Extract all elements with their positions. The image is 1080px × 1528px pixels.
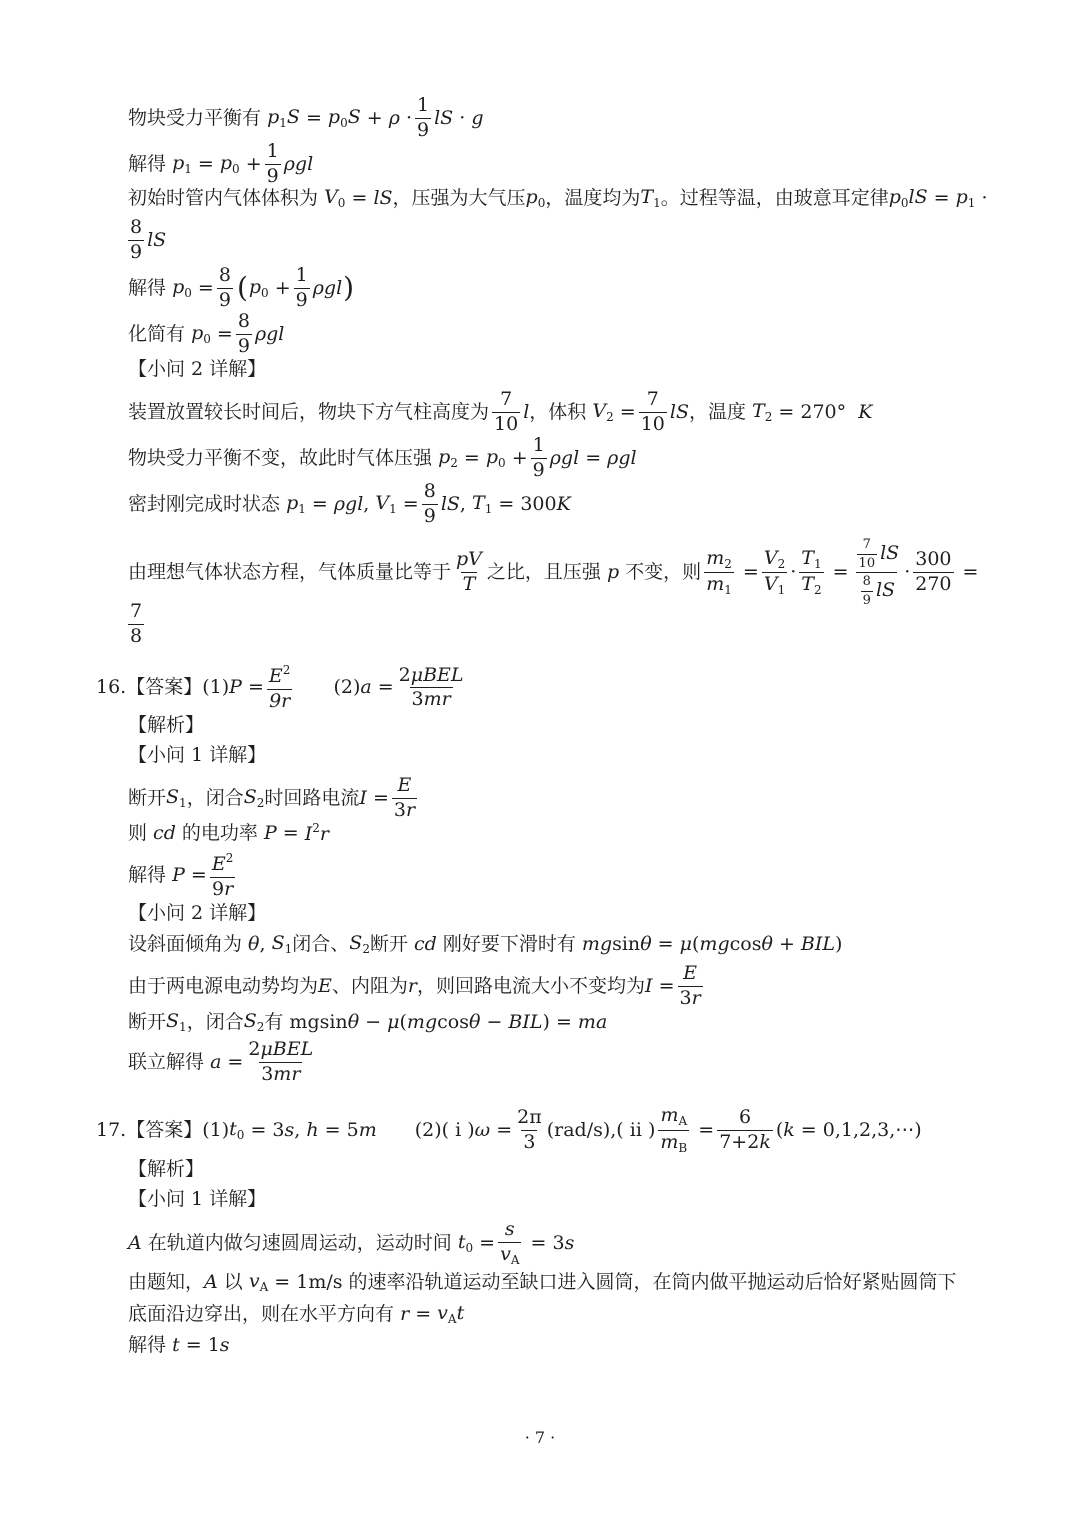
text-line: 由于两电源电动势均为 E 、内阻为 r ，则回路电流大小不变均为 I = $\frac{E}{3r}$ — [128, 962, 701, 1009]
fraction: $\frac{7}{10}$ — [494, 388, 519, 435]
fraction: $\frac{8}{9}$ — [237, 310, 250, 357]
fraction: $\frac{pV}{T}$ — [456, 548, 482, 596]
fraction: $\frac{m_A}{m_B}$ — [660, 1104, 688, 1155]
page-number: · 7 · — [524, 1428, 556, 1447]
fraction: $\frac{E}{3r}$ — [679, 962, 701, 1009]
fraction: $\frac{1}{9}$ — [417, 94, 430, 141]
fraction: $\frac{V_2}{V_1}$ — [763, 546, 786, 598]
text-line: 断开 $S_1$ ，闭合 $S_2$ 有 mgsin θ − μ ( mg cos θ − BIL ) = ma — [128, 1010, 608, 1034]
fraction: $\frac{2\pi}{3}$ — [517, 1105, 542, 1153]
text-line: 断开 $S_1$ ，闭合 $S_2$ 时回路电流 I = $\frac{E}{3r}$ — [128, 774, 416, 821]
fraction: $\frac{8}{9}$ — [130, 216, 143, 263]
fraction: $\frac{7}{8}$ — [130, 600, 143, 647]
section-heading: 【小问 2 详解】 — [128, 358, 267, 380]
fraction: $\frac{1}{9}$ — [295, 264, 308, 311]
fraction: $\frac{E^2}{9r}$ — [211, 851, 234, 900]
text-line: $\frac{8}{9}$ lS — [130, 216, 167, 263]
fraction: $\frac{E^2}{9r}$ — [268, 663, 291, 712]
fraction: $\frac{T_1}{T_2}$ — [801, 546, 822, 598]
fraction: $\frac{8}{9}$ — [423, 480, 436, 527]
fraction: $\frac{E}{3r}$ — [393, 774, 416, 821]
text-line: 化简有 $p_0$ = $\frac{8}{9}$ ρgl — [128, 310, 285, 357]
text-line — [128, 602, 147, 647]
fraction: $\frac{\text{2μBEL}}{3mr}$ — [248, 1038, 314, 1085]
text-line: 装置放置较长时间后，物块下方气柱高度为 $\frac{7}{10}$ l ，体积 $V_2$ = $\frac{7}{10}$ lS ，温度 $T_2$ = 270° K — [128, 388, 873, 435]
text-line: 由理想气体状态方程，气体质量比等于 $\frac{pV}{T}$ 之比，且压强 p 不变，则 $\frac{m_2}{m_1}$ = $\frac{V_2}{V_1}$ · $\frac{T_1}{T_2}$ = $\frac{7}{10}$ lS $\frac{8}{9}$ lS · $\frac{300}{270}$ = — [128, 537, 979, 608]
answer-line: 16. 【答案】 (1) P = $\frac{E^2}{9r}$ (2) a = $\frac{\text{2μBEL}}{3mr}$ — [96, 663, 464, 712]
fraction: $\frac{s}{v_A}$ — [500, 1218, 520, 1267]
text-line: 密封刚完成时状态 $p_1$ = ρgl , $V_1$ = $\frac{8}{9}$ lS , $T_1$ = 300 K — [128, 480, 571, 527]
fraction: $\frac{6}{7+2k}$ — [719, 1105, 771, 1153]
fraction: $\frac{7}{10}$ — [640, 388, 665, 435]
text-line: 解得 $p_1$ = $p_0$ + $\frac{1}{9}$ ρgl — [128, 140, 314, 187]
section-heading: 【小问 1 详解】 — [128, 1188, 267, 1210]
text-line: 则 cd 的电功率 P = $I^2r$ — [128, 821, 330, 845]
text-line: 联立解得 a = $\frac{\text{2μBEL}}{3mr}$ — [128, 1038, 314, 1085]
text-line: 物块受力平衡有 $p_1S$ = $p_0S$ + ρ · $\frac{1}{9}$ lS · g — [128, 94, 484, 141]
fraction: $\frac{8}{9}$ — [218, 264, 231, 311]
text-line: A 在轨道内做匀速圆周运动，运动时间 $t_0$ = $\frac{s}{v_A}$ = 3 s — [128, 1218, 575, 1267]
section-heading: 【小问 2 详解】 — [128, 902, 267, 924]
answer-line: 17. 【答案】 (1) $t_0$ = 3 s , h = 5 m (2)( i ) ω = $\frac{2\pi}{3}$ (rad/s),( ii ) $\frac{m_A}{m_B}$ = $\frac{6}{7+2k}$ ( k = 0,1,2,3,⋯) — [96, 1104, 922, 1155]
section-heading: 【解析】 — [128, 1158, 205, 1180]
section-heading: 【小问 1 详解】 — [128, 744, 267, 766]
fraction: $\frac{1}{9}$ — [266, 140, 279, 187]
text-line: 解得 t = 1 s — [128, 1334, 230, 1356]
text-line: 由题知， A 以 $v_A$ = 1m/s 的速率沿轨道运动至缺口进入圆筒，在筒内做平抛运动后恰好紧贴圆筒下 — [128, 1270, 957, 1294]
fraction: $\frac{m_2}{m_1}$ — [706, 546, 732, 598]
fraction: $\frac{300}{270}$ — [915, 548, 952, 596]
text-line: 设斜面倾角为 θ , $S_1$ 闭合、 $S_2$ 断开 cd 刚好要下滑时有 mg sin θ = μ ( mg cos θ + BIL ) — [128, 932, 843, 956]
text-line: 解得 P = $\frac{E^2}{9r}$ — [128, 851, 234, 900]
fraction: $\frac{7}{10}$ lS $\frac{8}{9}$ lS — [852, 538, 902, 608]
section-heading: 【解析】 — [128, 714, 205, 736]
text-line: 解得 $p_0$ = $\frac{8}{9}$ ( $p_0$ + $\frac{1}{9}$ ρgl ) — [128, 264, 355, 311]
text-line: 初始时管内气体体积为 $V_0$ = lS ，压强为大气压 $p_0$ ，温度均为 $T_1$ 。过程等温，由玻意耳定律 $p_0lS$ = $p_1$ · — [128, 186, 988, 210]
fraction: $\frac{1}{9}$ — [532, 434, 545, 481]
text-line: 底面沿边穿出，则在水平方向有 r = $v_At$ — [128, 1302, 465, 1326]
text-line: 物块受力平衡不变，故此时气体压强 $p_2$ = $p_0$ + $\frac{1}{9}$ ρgl = ρgl — [128, 434, 637, 481]
fraction: $\frac{\text{2μBEL}}{3mr}$ — [398, 663, 464, 711]
